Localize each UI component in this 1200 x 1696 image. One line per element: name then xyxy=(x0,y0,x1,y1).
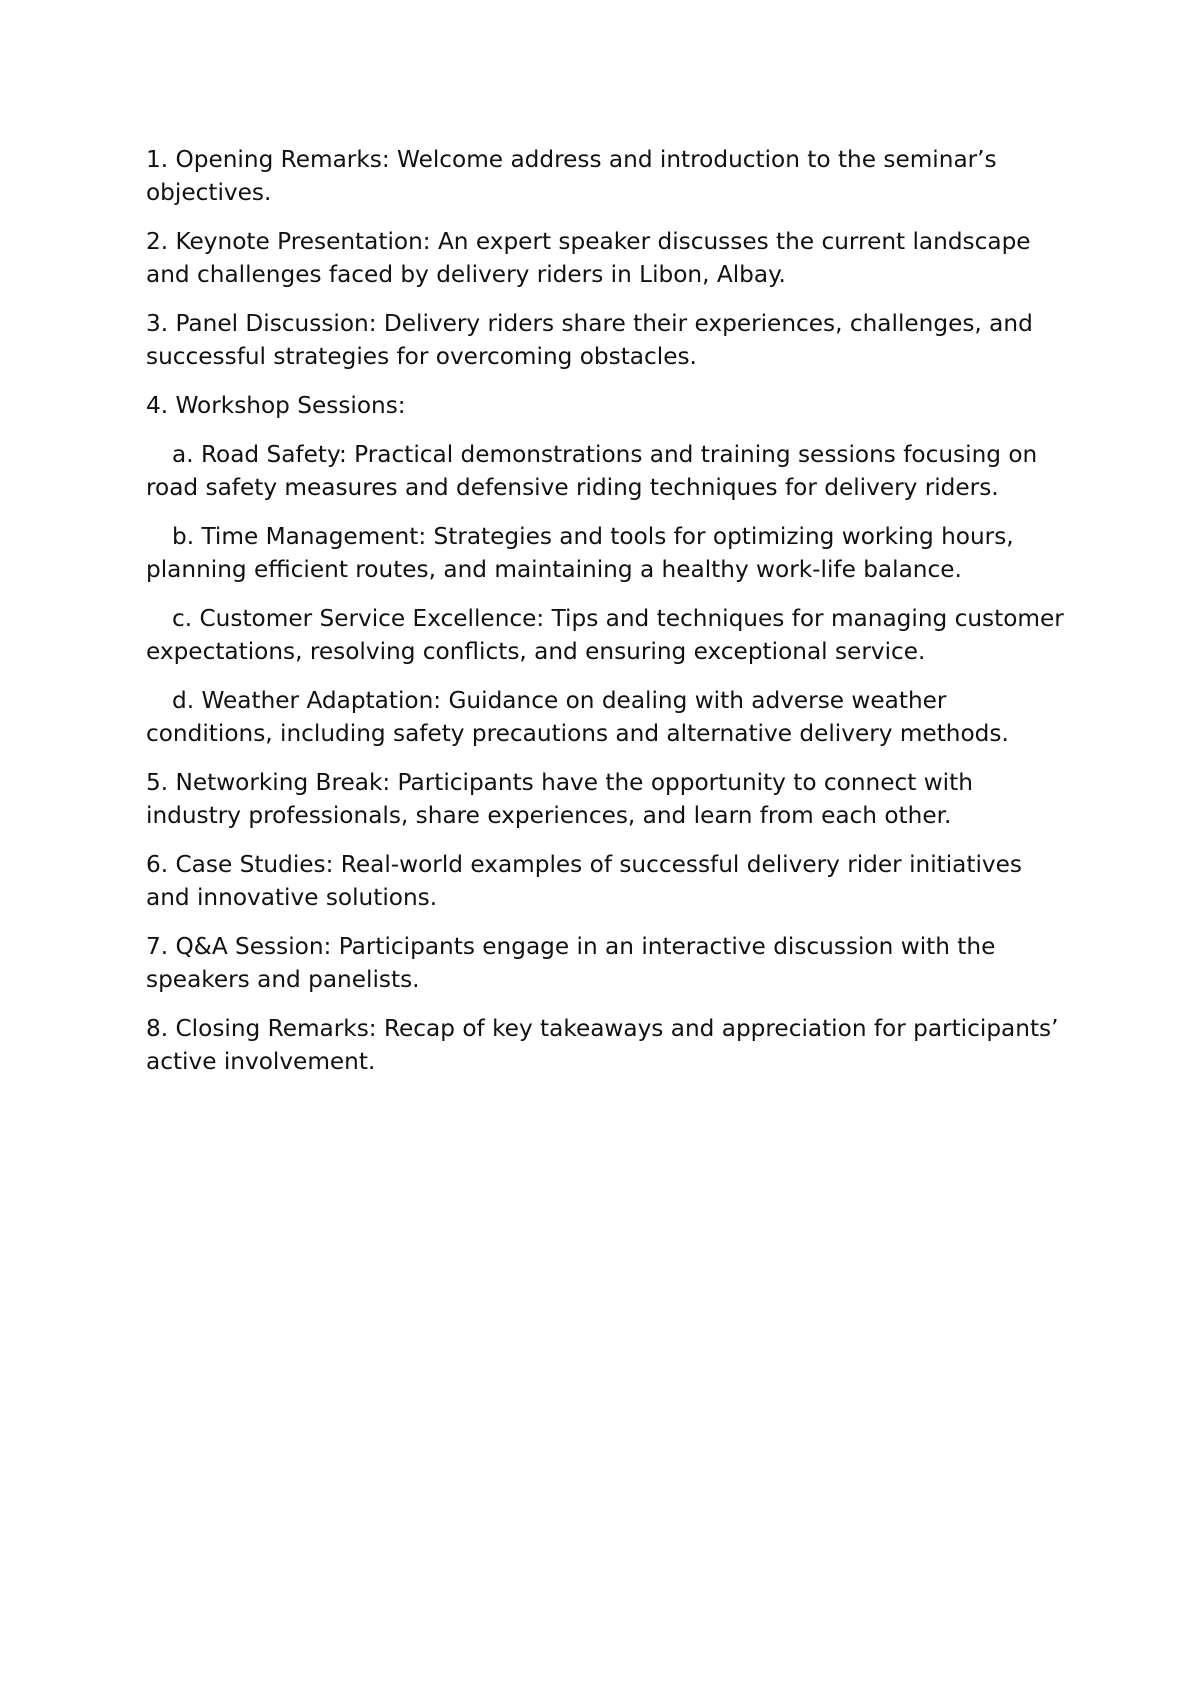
agenda-item-closing-remarks: 8. Closing Remarks: Recap of key takeaways and appreciation for participants’ active involvement. xyxy=(146,1015,1059,1075)
workshop-subitem-text: a. Road Safety: Practical demonstrations and training sessions focusing on road safety measures and defensive riding techniques for delivery riders. xyxy=(146,441,1038,501)
document-body xyxy=(146,143,1066,1094)
workshop-subitem-text: c. Customer Service Excellence: Tips and techniques for managing customer expectations, resolving conflicts, and ensuring exceptional service. xyxy=(146,605,1064,665)
agenda-item-panel-discussion: 3. Panel Discussion: Delivery riders share their experiences, challenges, and successful strategies for overcoming obstacles. xyxy=(146,310,1033,370)
agenda-item-qa-session: 7. Q&A Session: Participants engage in an interactive discussion with the speakers and panelists. xyxy=(146,933,996,993)
workshop-subitem-text: d. Weather Adaptation: Guidance on dealing with adverse weather conditions, including safety precautions and alternative delivery methods. xyxy=(146,687,1009,747)
workshop-subitem-text: b. Time Management: Strategies and tools for optimizing working hours, planning efficient routes, and maintaining a healthy work-life balance. xyxy=(146,523,1014,583)
agenda-item-workshop-sessions: 4. Workshop Sessions: xyxy=(146,392,406,419)
agenda-item-keynote-presentation: 2. Keynote Presentation: An expert speaker discusses the current landscape and challenges faced by delivery riders in Libon, Albay. xyxy=(146,228,1031,288)
agenda-item-networking-break: 5. Networking Break: Participants have the opportunity to connect with industry professionals, share experiences, and learn from each other. xyxy=(146,769,973,829)
workshop-subitem-time-management xyxy=(146,520,1066,586)
workshop-subitem-road-safety xyxy=(146,438,1066,504)
workshop-subitem-customer-service xyxy=(146,602,1066,668)
workshop-subitem-weather-adaptation xyxy=(146,684,1066,750)
agenda-item-opening-remarks: 1. Opening Remarks: Welcome address and introduction to the seminar’s objectives. xyxy=(146,146,997,206)
agenda-item-case-studies: 6. Case Studies: Real-world examples of successful delivery rider initiatives and innovative solutions. xyxy=(146,851,1022,911)
